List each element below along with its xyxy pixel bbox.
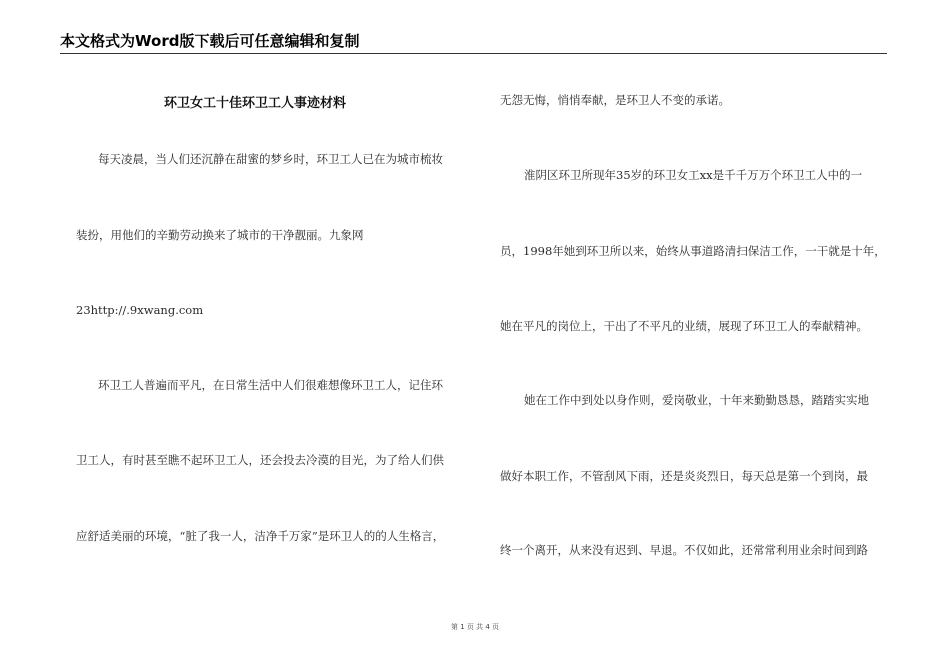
paragraph-line: 员，1998年她到环卫所以来，始终从事道路清扫保洁工作，一干就是十年，: [500, 244, 886, 258]
paragraph-line: 终一个离开，从来没有迟到、早退。不仅如此，还常常利用业余时间到路: [500, 543, 868, 557]
page-footer: 第 1 页 共 4 页: [450, 623, 500, 631]
paragraph-line: 每天凌晨，当人们还沉静在甜蜜的梦乡时，环卫工人已在为城市梳妆: [98, 152, 443, 166]
paragraph-line: 她在平凡的岗位上，干出了不平凡的业绩，展现了环卫工人的奉献精神。: [500, 319, 868, 333]
page-header: [60, 30, 887, 52]
paragraph-line: 无怨无悔，悄悄奉献，是环卫人不变的承诺。: [500, 93, 730, 107]
right-column: [500, 60, 892, 632]
paragraph-line: 23http://.9xwang.com: [76, 303, 204, 317]
paragraph-line: 应舒适美丽的环境，“脏了我一人，洁净千万家”是环卫人的的人生格言，: [76, 529, 445, 543]
left-column: [60, 60, 480, 632]
paragraph-line: 卫工人，有时甚至瞧不起环卫工人，还会投去冷漠的目光，为了给人们供: [76, 453, 444, 467]
paragraph-line: 淮阴区环卫所现年35岁的环卫女工xx是千千万万个环卫工人中的一: [524, 168, 863, 182]
document-title: 环卫女工十佳环卫工人事迹材料: [164, 96, 347, 111]
paragraph-line: 装扮，用他们的辛勤劳动换来了城市的干净靓丽。九象网: [76, 228, 364, 242]
paragraph-line: 做好本职工作，不管刮风下雨，还是炎炎烈日，每天总是第一个到岗，最: [500, 469, 868, 483]
header-title: 本文格式为Word版下载后可任意编辑和复制: [60, 32, 360, 50]
paragraph-line: 她在工作中到处以身作则，爱岗敬业，十年来勤勤恳恳，踏踏实实地: [524, 393, 869, 407]
header-divider: [60, 53, 887, 54]
paragraph-line: 环卫工人普遍而平凡，在日常生活中人们很难想像环卫工人，记住环: [98, 378, 443, 392]
